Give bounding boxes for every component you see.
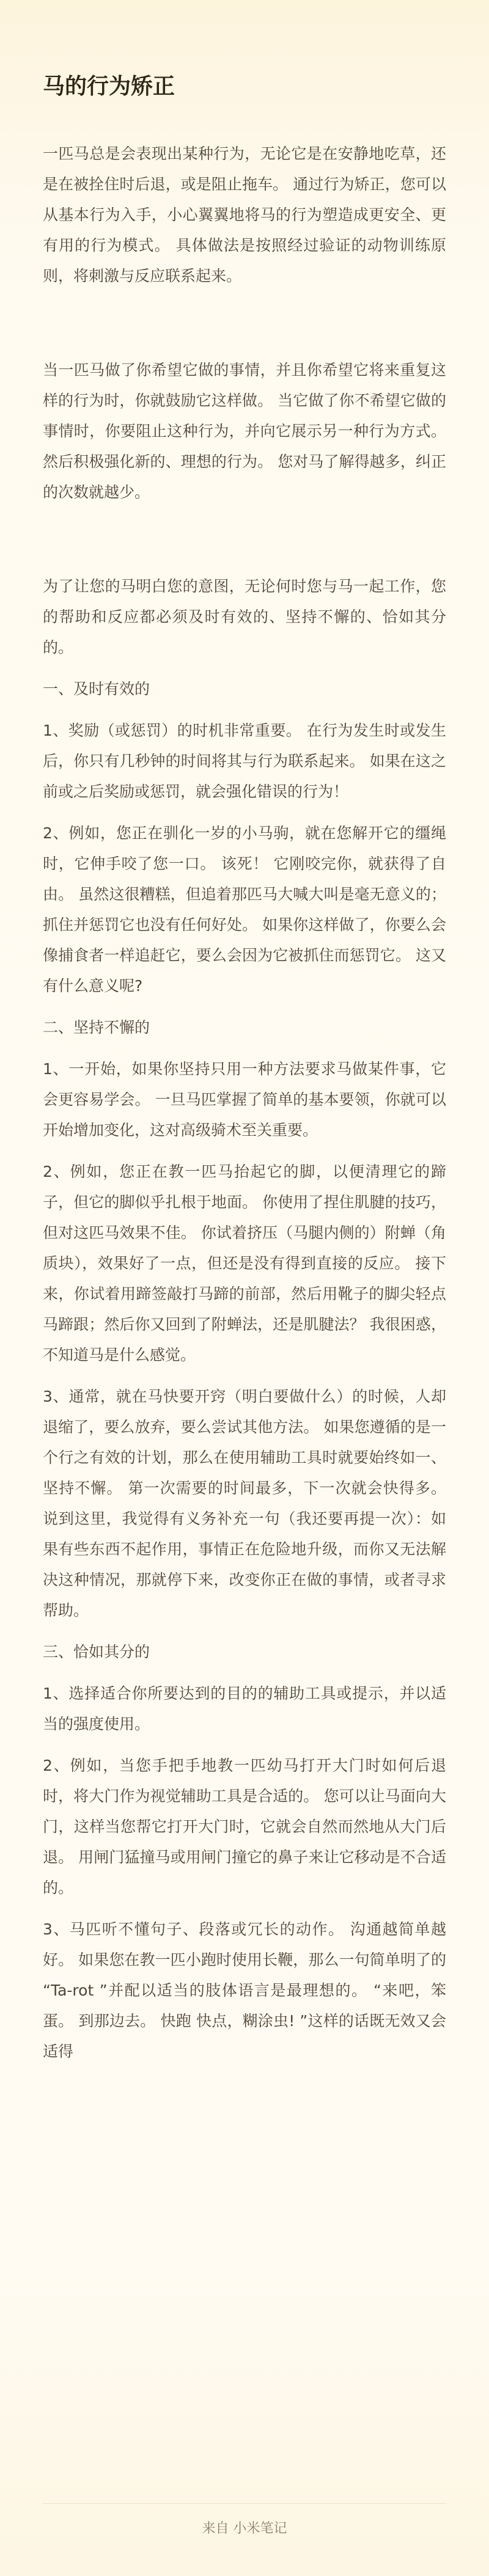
spacer [43, 1001, 446, 1012]
note-footer-source: 来自 小米笔记 [202, 2521, 287, 2536]
section-2-paragraph-2: 2、例如，您正在教一匹马抬起它的脚，以便清理它的蹄子，但它的脚似乎扎根于地面。 你使用了捏住肌腱的技巧，但对这匹马效果不佳。 你试着挤压（马腿内侧的）附蝉（角质块），效果好了一点，但还是没有得到直接的反应。 接下来，你试着用蹄签敲打马蹄的前部，然后用靴子的脚尖轻点马蹄跟；然后你又回到了附蝉法，还是肌腱法？ 我很困惑，不知道马是什么感觉。 [43, 1163, 446, 1364]
section-2-paragraph-3: 3、通常，就在马快要开窍（明白要做什么）的时候，人却退缩了，要么放弃，要么尝试其他方法。 如果您遵循的是一个行之有效的计划，那么在使用辅助工具时就要始终如一、坚持不懈。 第一次需要的时间最多，下一次就会快得多。 说到这里，我觉得有义务补充一句（我还要再提一次）：如果有些东西不起作用，事情正在危险地升级，而你又无法解决这种情况，那就停下来，改变你正在做的事情，或者寻求帮助。 [43, 1388, 446, 1620]
section-3-paragraph-1: 1、选择适合你所要达到的目的的辅助工具或提示，并以适当的强度使用。 [43, 1685, 446, 1733]
spacer [43, 807, 446, 818]
section-heading-appropriate: 三、恰如其分的 [43, 1643, 150, 1661]
section-3-paragraph-3: 3、马匹听不懂句子、段落或冗长的动作。 沟通越简单越好。 如果您在教一匹小跑时使用长鞭，那么一句简单明了的 “Ta-rot ”并配以适当的肢体语言是最理想的。 “来吧，笨蛋。 到那边去。 快跑 快点，糊涂虫! ”这样的话既无效又会适得 [43, 1920, 446, 2061]
intro-paragraph-1: 一匹马总是会表现出某种行为，无论它是在安静地吃草，还是在被拴住时后退，或是阻止拖车。 通过行为矫正，您可以从基本行为入手，小心翼翼地将马的行为塑造成更安全、更有用的行为模式。 具体做法是按照经过验证的动物训练原则，将刺激与反应联系起来。 [43, 145, 446, 285]
spacer [43, 1903, 446, 1914]
spacer [43, 508, 446, 571]
spacer [43, 1043, 446, 1054]
section-1-paragraph-1: 1、奖励（或惩罚）的时机非常重要。 在行为发生时或发生后，你只有几秒钟的时间将其与行为联系起来。 如果在这之前或之后奖励或惩罚，就会强化错误的行为！ [43, 722, 446, 801]
section-3-paragraph-2: 2、例如，当您手把手地教一匹幼马打开大门时如何后退时，将大门作为视觉辅助工具是合适的。 您可以让马面向大门，这样当您帮它打开大门时，它就会自然而然地从大门后退。 用闸门猛撞马或用闸门撞它的鼻子来让它移动是不合适的。 [43, 1757, 446, 1897]
section-heading-timely: 一、及时有效的 [43, 680, 150, 698]
note-title: 马的行为矫正 [43, 74, 175, 99]
footer-divider [43, 2503, 446, 2504]
spacer [43, 663, 446, 674]
intro-paragraph-3: 为了让您的马明白您的意图，无论何时您与马一起工作，您的帮助和反应都必须及时有效的、坚持不懈的、恰如其分的。 [43, 577, 446, 657]
spacer [43, 704, 446, 715]
section-heading-persistent: 二、坚持不懈的 [43, 1019, 150, 1037]
spacer [43, 1370, 446, 1381]
spacer [43, 1667, 446, 1678]
spacer [43, 1740, 446, 1751]
intro-paragraph-2: 当一匹马做了你希望它做的事情，并且你希望它将来重复这样的行为时，你就鼓励它这样做。 当它做了你不希望它做的事情时，你要阻止这种行为，并向它展示另一种行为方式。 然后积极强化新的、理想的行为。 您对马了解得越多，纠正的次数就越少。 [43, 361, 446, 502]
spacer [43, 1146, 446, 1157]
section-1-paragraph-2: 2、例如，您正在驯化一岁的小马驹，就在您解开它的缰绳时，它伸手咬了您一口。 该死！ 它刚咬完你，就获得了自由。 虽然这很糟糕，但追着那匹马大喊大叫是毫无意义的；抓住并惩罚它也没有任何好处。 如果你这样做了，你要么会像捕食者一样追赶它，要么会因为它被抓住而惩罚它。 这又有什么意义呢? [43, 824, 446, 995]
spacer [43, 291, 446, 355]
section-2-paragraph-1: 1、一开始，如果你坚持只用一种方法要求马做某件事，它会更容易学会。 一旦马匹掌握了简单的基本要领，你就可以开始增加变化，这对高级骑术至关重要。 [43, 1060, 446, 1140]
spacer [43, 1626, 446, 1637]
